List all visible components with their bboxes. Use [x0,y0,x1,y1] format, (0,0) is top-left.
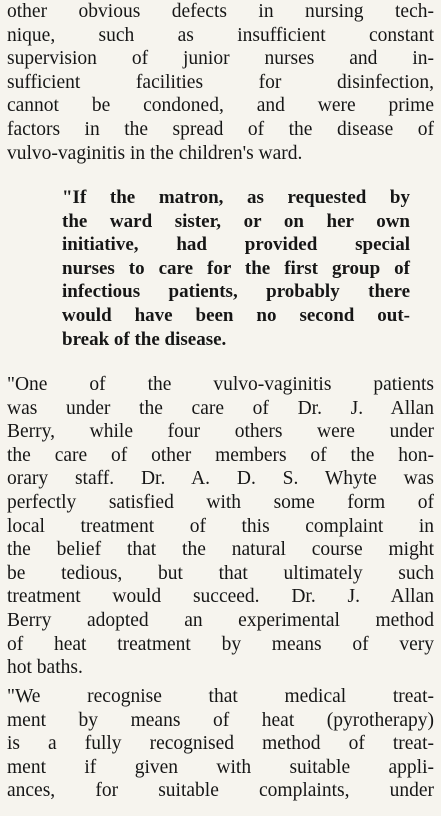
text-line: Berry adopted an experimental method [7,609,434,631]
text-line: Berry, while four others were under [7,421,434,443]
text-line: cannot be condoned, and were prime [7,95,434,117]
text-line: factors in the spread of the disease of [7,118,434,140]
text-line: treatment would succeed. Dr. J. Allan [7,586,434,608]
text-line: supervision of junior nurses and in- [7,48,434,70]
text-line: "One of the vulvo-vaginitis patients [7,374,434,395]
text-line: perfectly satisfied with some form of [7,491,434,513]
text-line: nurses to care for the first group of [62,257,410,279]
text-line: was under the care of Dr. J. Allan [7,397,434,419]
text-line: nique, such as insufficient constant [7,24,434,46]
text-line: the care of other members of the hon- [7,444,434,466]
paragraph-nursing-defects [7,0,434,165]
paragraph-patients-care [7,373,434,680]
text-line: vulvo-vaginitis in the children's ward. [7,142,303,164]
text-line: initiative, had provided special [62,234,410,256]
paragraph-matron-quote [62,186,410,351]
text-line: orary staff. Dr. A. D. S. Whyte was [7,468,434,490]
text-line: the belief that the natural course might [7,539,434,561]
text-line: other obvious defects in nursing tech- [7,1,434,22]
text-line: ment if given with suitable appli- [7,756,434,778]
paragraph-pyrotherapy [7,685,434,803]
text-line: "If the matron, as requested by [62,187,410,208]
text-line: is a fully recognised method of treat- [7,733,434,755]
text-line: sufficient facilities for disinfection, [7,71,434,93]
text-line: would have been no second out- [62,304,410,326]
text-line: break of the disease. [62,328,227,350]
text-line: "We recognise that medical treat- [7,686,434,707]
text-line: ment by means of heat (pyrotherapy) [7,709,434,731]
text-line: the ward sister, or on her own [62,210,410,232]
text-line: infectious patients, probably there [62,281,410,303]
text-line: be tedious, but that ultimately such [7,562,434,584]
text-line: ances, for suitable complaints, under [7,780,434,802]
text-line: local treatment of this complaint in [7,515,434,537]
text-line: hot baths. [7,657,83,679]
text-line: of heat treatment by means of very [7,633,434,655]
